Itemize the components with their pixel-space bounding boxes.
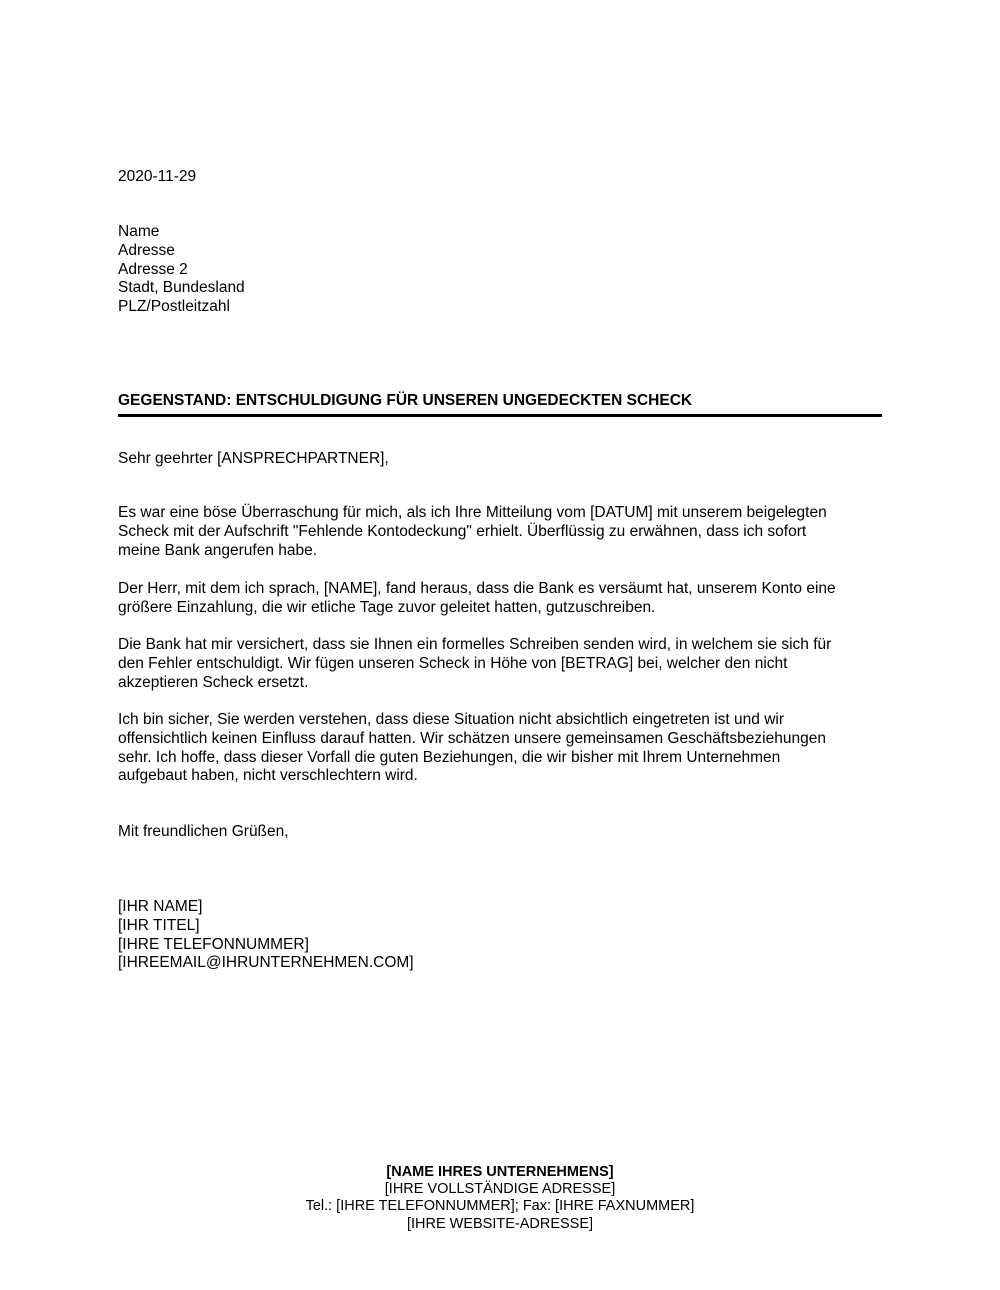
closing-text: Mit freundlichen Grüßen, xyxy=(118,823,289,840)
date-text: 2020-11-29 xyxy=(118,168,197,185)
paragraph-line: größere Einzahlung, die wir etliche Tage zuvor geleitet hatten, gutzuschreiben. xyxy=(118,598,656,616)
paragraph-line: Ich bin sicher, Sie werden verstehen, dass diese Situation nicht absichtlich eingetreten ist und wir xyxy=(118,711,785,728)
signature-email: [IHREEMAIL@IHRUNTERNEHMEN.COM] xyxy=(118,954,414,972)
signature-phone: [IHRE TELEFONNUMMER] xyxy=(118,935,309,953)
paragraph-line: meine Bank angerufen habe. xyxy=(118,541,318,559)
footer-website: [IHRE WEBSITE-ADRESSE] xyxy=(406,1215,594,1232)
paragraph-line: Es war eine böse Überraschung für mich, als ich Ihre Mitteilung vom [DATUM] mit unserem beigelegten xyxy=(118,504,827,521)
recipient-address-line-1: Adresse xyxy=(118,241,175,259)
paragraph-line: den Fehler entschuldigt. Wir fügen unseren Scheck in Höhe von [BETRAG] bei, welcher den nicht xyxy=(118,654,788,672)
paragraph-line: offensichtlich keinen Einfluss darauf hatten. Wir schätzen unsere gemeinsamen Geschäftsbeziehungen xyxy=(118,729,826,747)
recipient-city-state: Stadt, Bundesland xyxy=(118,279,245,297)
subject-divider xyxy=(118,414,882,417)
paragraph-line: sehr. Ich hoffe, dass dieser Vorfall die guten Beziehungen, die wir bisher mit Ihrem Unternehmen xyxy=(118,748,781,766)
body-paragraph-2 xyxy=(118,580,882,618)
signature-title: [IHR TITEL] xyxy=(118,916,200,934)
footer-company-name: [NAME IHRES UNTERNEHMENS] xyxy=(386,1164,614,1180)
letter-footer xyxy=(0,1164,1000,1233)
paragraph-line: aufgebaut haben, nicht verschlechtern wird. xyxy=(118,767,418,785)
footer-address: [IHRE VOLLSTÄNDIGE ADRESSE] xyxy=(384,1181,616,1198)
paragraph-line: Scheck mit der Aufschrift "Fehlende Kontodeckung" erhielt. Überflüssig zu erwähnen, dass ich sofort xyxy=(118,522,807,540)
recipient-address xyxy=(118,223,882,317)
subject-text: GEGENSTAND: ENTSCHULDIGUNG FÜR UNSEREN UNGEDECKTEN SCHECK xyxy=(118,392,693,409)
subject-line xyxy=(118,392,882,411)
body-paragraph-4 xyxy=(118,711,882,786)
signature-block xyxy=(118,898,882,973)
paragraph-line: akzeptieren Scheck ersetzt. xyxy=(118,673,309,691)
paragraph-line: Der Herr, mit dem ich sprach, [NAME], fand heraus, dass die Bank es versäumt hat, unserem Konto eine xyxy=(118,580,836,597)
salutation-text: Sehr geehrter [ANSPRECHPARTNER], xyxy=(118,450,389,467)
recipient-address-line-2: Adresse 2 xyxy=(118,260,188,278)
closing xyxy=(118,823,882,842)
body-paragraph-1 xyxy=(118,504,882,560)
letter-date xyxy=(118,168,882,187)
recipient-postal-code: PLZ/Postleitzahl xyxy=(118,298,230,316)
footer-contact: Tel.: [IHRE TELEFONNUMMER]; Fax: [IHRE FAXNUMMER] xyxy=(305,1198,695,1215)
signature-name: [IHR NAME] xyxy=(118,898,203,915)
salutation xyxy=(118,450,882,469)
recipient-name: Name xyxy=(118,223,160,240)
paragraph-line: Die Bank hat mir versichert, dass sie Ihnen ein formelles Schreiben senden wird, in welchem sie sich für xyxy=(118,636,832,653)
body-paragraph-3 xyxy=(118,636,882,692)
